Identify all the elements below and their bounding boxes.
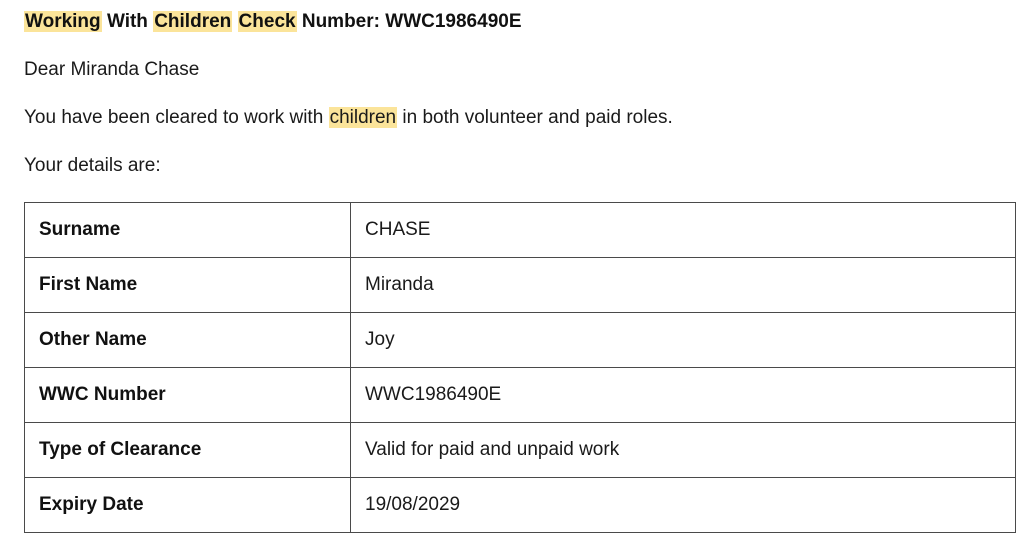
heading-word-with: With	[106, 11, 148, 32]
table-row-wwc-number	[25, 368, 1016, 423]
row-value: Valid for paid and unpaid work	[351, 423, 1016, 478]
row-value: 19/08/2029	[351, 478, 1016, 533]
row-value: WWC1986490E	[351, 368, 1016, 423]
details-intro: Your details are:	[24, 155, 161, 176]
row-value: Miranda	[351, 258, 1016, 313]
row-label: Type of Clearance	[25, 423, 351, 478]
highlighted-word-working: Working	[25, 11, 101, 32]
table-row-type-of-clearance	[25, 423, 1016, 478]
row-value: CHASE	[351, 203, 1016, 258]
row-label: Other Name	[25, 313, 351, 368]
table-row-expiry-date	[25, 478, 1016, 533]
table-row-surname	[25, 203, 1016, 258]
heading-number-value: WWC1986490E	[385, 11, 522, 32]
highlighted-word-children: Children	[154, 11, 232, 32]
row-value: Joy	[351, 313, 1016, 368]
heading-number-label: Number:	[301, 11, 380, 32]
details-table	[24, 202, 1016, 533]
clearance-statement	[24, 106, 673, 130]
highlighted-word-check: Check	[238, 11, 296, 32]
row-label: WWC Number	[25, 368, 351, 423]
clearance-text-after: in both volunteer and paid roles.	[397, 107, 673, 128]
clearance-text-before: You have been cleared to work with	[24, 107, 329, 128]
greeting: Dear Miranda Chase	[24, 59, 200, 80]
heading-wwc-check	[24, 10, 522, 34]
highlighted-word-children-body: children	[329, 107, 397, 128]
row-label: Surname	[25, 203, 351, 258]
row-label: First Name	[25, 258, 351, 313]
table-row-first-name	[25, 258, 1016, 313]
row-label: Expiry Date	[25, 478, 351, 533]
table-row-other-name	[25, 313, 1016, 368]
